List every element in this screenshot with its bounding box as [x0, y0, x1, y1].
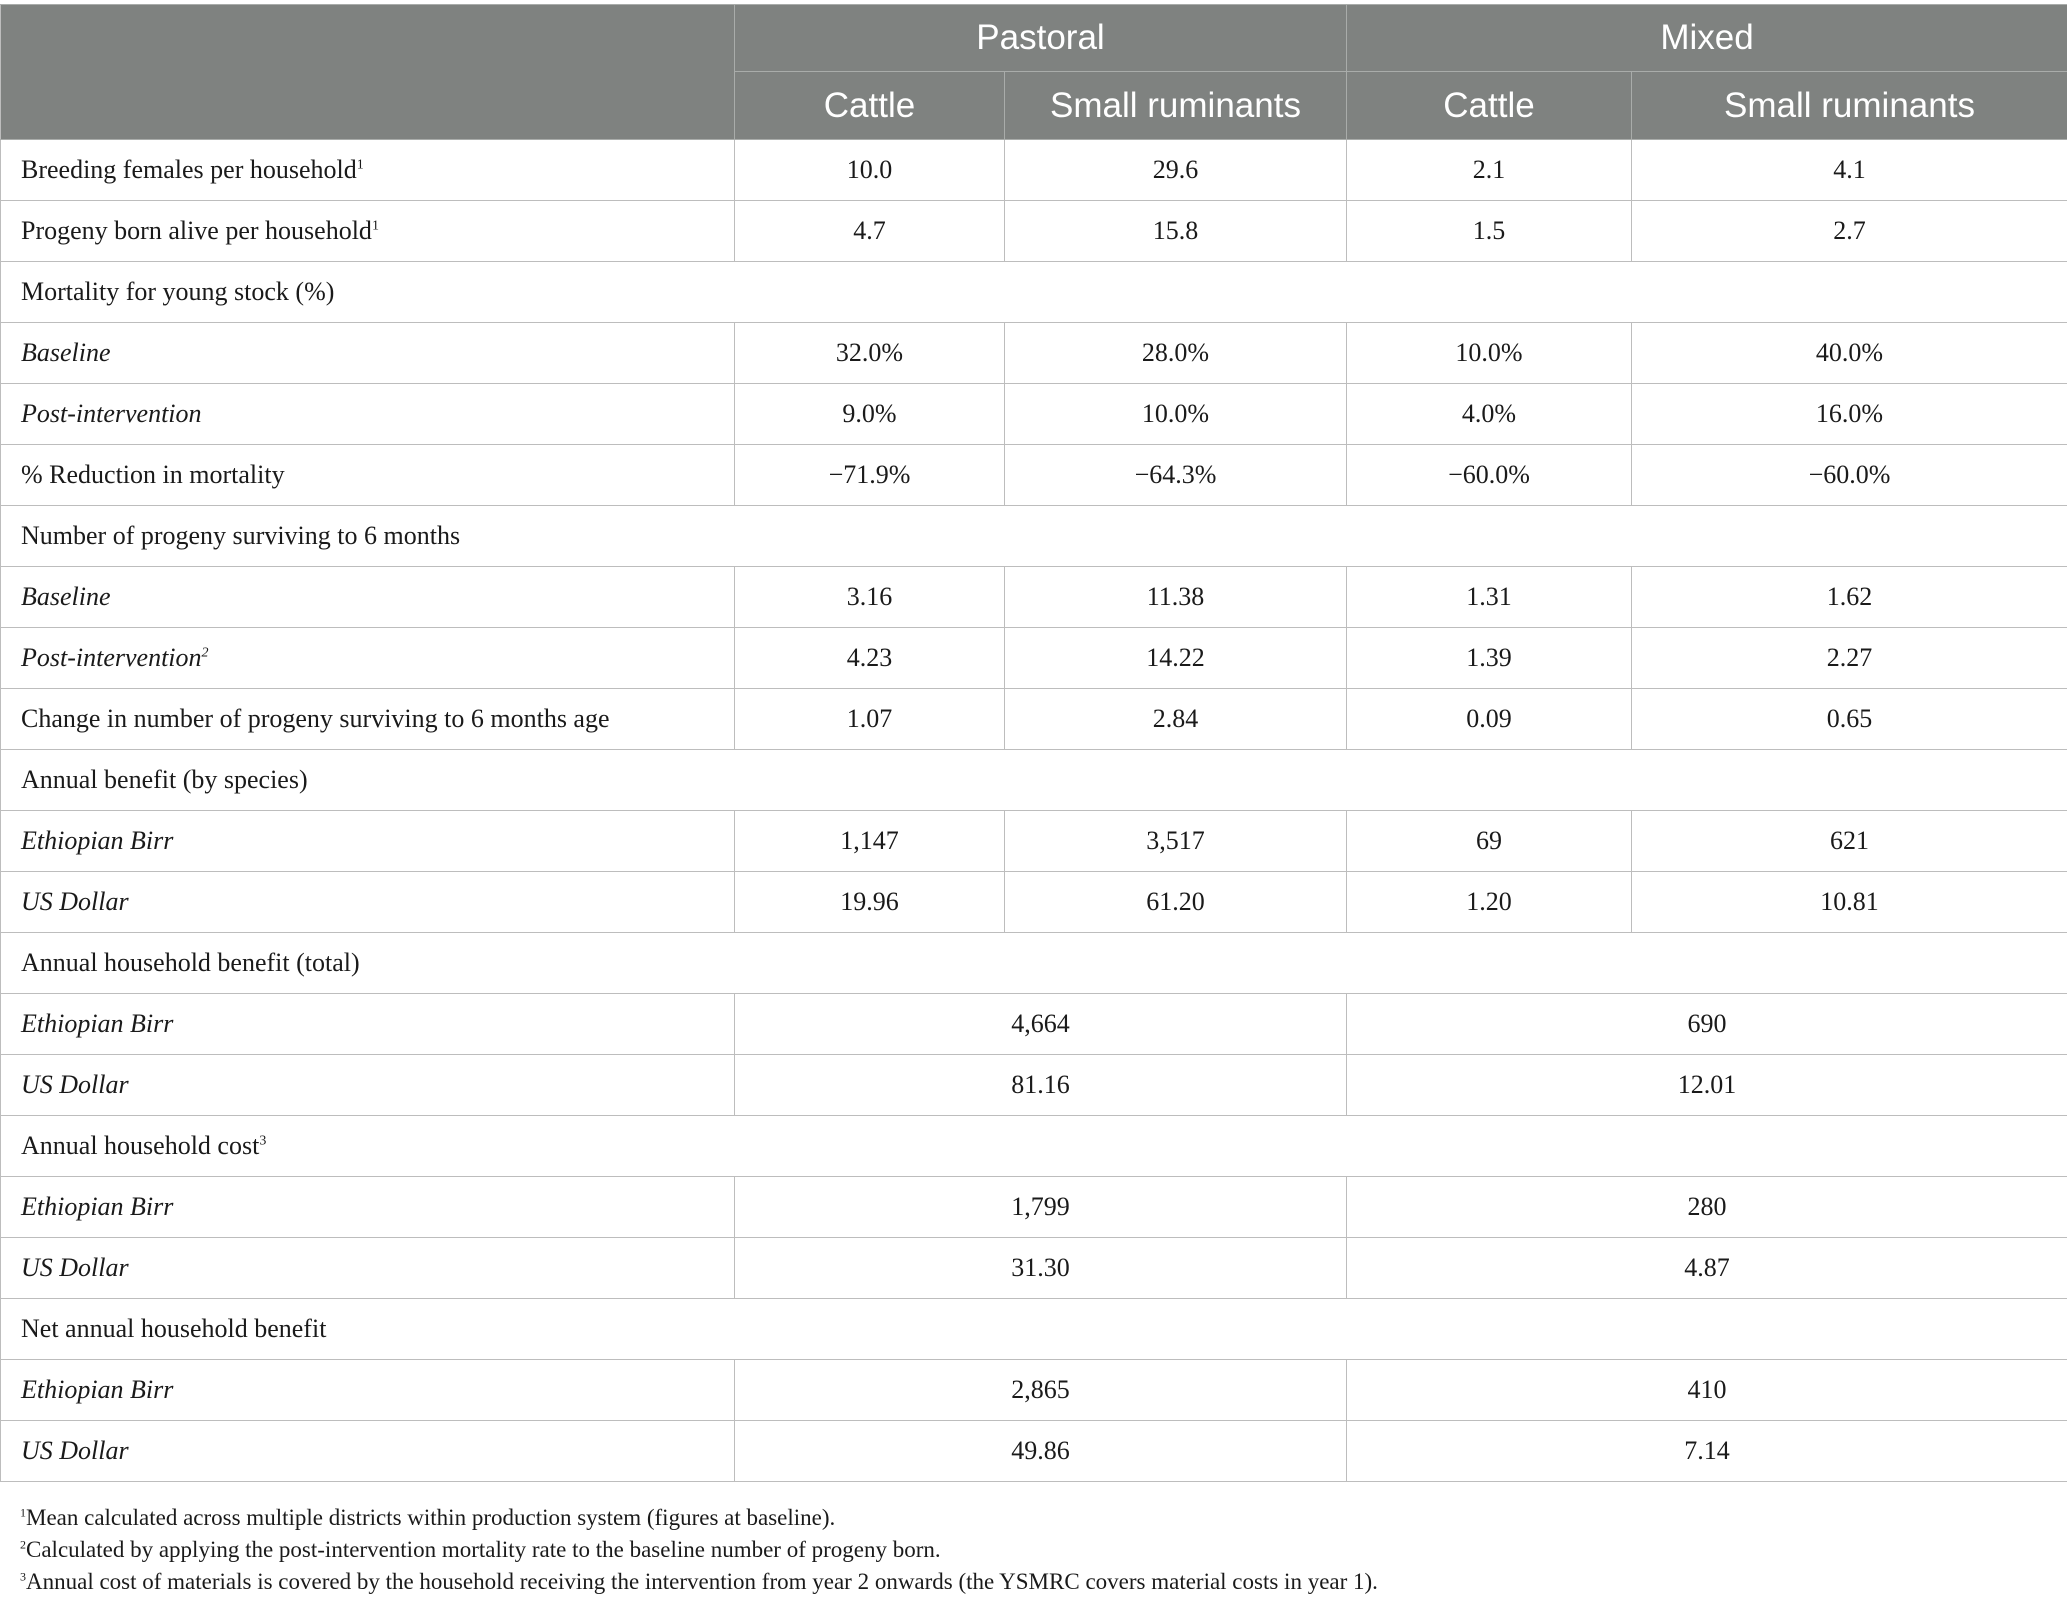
- value-cell: −60.0%: [1347, 445, 1632, 506]
- row-label: Ethiopian Birr: [1, 994, 735, 1055]
- value-cell-pastoral: 31.30: [735, 1238, 1347, 1299]
- value-cell-mixed: 12.01: [1347, 1055, 2067, 1116]
- value-cell: 1,147: [735, 811, 1005, 872]
- table-row: [1, 323, 2067, 384]
- section-label: Net annual household benefit: [1, 1299, 2067, 1360]
- table-row: [1, 201, 2067, 262]
- table-row: [1, 1177, 2067, 1238]
- section-row: [1, 933, 2067, 994]
- section-row: [1, 262, 2067, 323]
- footnote: $^3$Annual cost of materials is covered by the household receiving the intervention from year 2 onwards (the YSMRC covers material costs in year 1).: [20, 1569, 1378, 1594]
- table-row: [1, 384, 2067, 445]
- value-cell: 621: [1632, 811, 2067, 872]
- table-row: [1, 1421, 2067, 1482]
- row-label: Progeny born alive per household$^1$: [1, 201, 735, 262]
- section-label: Annual household cost$^3$: [1, 1116, 2067, 1177]
- table-row: [1, 628, 2067, 689]
- value-cell-mixed: 4.87: [1347, 1238, 2067, 1299]
- section-label: Number of progeny surviving to 6 months: [1, 506, 2067, 567]
- row-label: Ethiopian Birr: [1, 1360, 735, 1421]
- row-label: US Dollar: [1, 1055, 735, 1116]
- value-cell: 3.16: [735, 567, 1005, 628]
- value-cell-mixed: 410: [1347, 1360, 2067, 1421]
- table-row: [1, 567, 2067, 628]
- header-group-pastoral: Pastoral: [735, 5, 1347, 72]
- value-cell: 10.0%: [1005, 384, 1347, 445]
- section-label: Mortality for young stock (%): [1, 262, 2067, 323]
- results-table: [0, 4, 2067, 1482]
- table-row: [1, 1360, 2067, 1421]
- value-cell: 1.31: [1347, 567, 1632, 628]
- value-cell: 40.0%: [1632, 323, 2067, 384]
- section-row: [1, 506, 2067, 567]
- header-group-mixed: Mixed: [1347, 5, 2067, 72]
- value-cell: 1.20: [1347, 872, 1632, 933]
- value-cell: 15.8: [1005, 201, 1347, 262]
- section-label: Annual household benefit (total): [1, 933, 2067, 994]
- value-cell: 10.81: [1632, 872, 2067, 933]
- row-label: Post-intervention: [1, 384, 735, 445]
- table-row: [1, 445, 2067, 506]
- value-cell: 1.5: [1347, 201, 1632, 262]
- row-label: Change in number of progeny surviving to 6 months age: [1, 689, 735, 750]
- row-label: Breeding females per household$^1$: [1, 140, 735, 201]
- row-label: Ethiopian Birr: [1, 811, 735, 872]
- header-mixed-small-ruminants: Small ruminants: [1632, 72, 2067, 140]
- value-cell: 61.20: [1005, 872, 1347, 933]
- header-mixed-cattle: Cattle: [1347, 72, 1632, 140]
- value-cell: 1.07: [735, 689, 1005, 750]
- table-row: [1, 1055, 2067, 1116]
- value-cell: 2.7: [1632, 201, 2067, 262]
- row-label: Baseline: [1, 567, 735, 628]
- value-cell-mixed: 280: [1347, 1177, 2067, 1238]
- row-label: % Reduction in mortality: [1, 445, 735, 506]
- section-row: [1, 1299, 2067, 1360]
- row-label: Ethiopian Birr: [1, 1177, 735, 1238]
- header-pastoral-cattle: Cattle: [735, 72, 1005, 140]
- section-row: [1, 750, 2067, 811]
- header-pastoral-small-ruminants: Small ruminants: [1005, 72, 1347, 140]
- value-cell: 16.0%: [1632, 384, 2067, 445]
- footnote: $^1$Mean calculated across multiple districts within production system (figures at baseline).: [20, 1505, 836, 1530]
- value-cell-pastoral: 81.16: [735, 1055, 1347, 1116]
- value-cell-mixed: 690: [1347, 994, 2067, 1055]
- value-cell: 4.23: [735, 628, 1005, 689]
- value-cell-pastoral: 2,865: [735, 1360, 1347, 1421]
- table-row: [1, 689, 2067, 750]
- value-cell: 9.0%: [735, 384, 1005, 445]
- value-cell: −60.0%: [1632, 445, 2067, 506]
- value-cell: 0.09: [1347, 689, 1632, 750]
- table-row: [1, 872, 2067, 933]
- value-cell: 3,517: [1005, 811, 1347, 872]
- table-header: [1, 5, 2067, 140]
- value-cell: 28.0%: [1005, 323, 1347, 384]
- value-cell: 29.6: [1005, 140, 1347, 201]
- value-cell: 32.0%: [735, 323, 1005, 384]
- value-cell-pastoral: 49.86: [735, 1421, 1347, 1482]
- value-cell: 1.39: [1347, 628, 1632, 689]
- value-cell-mixed: 7.14: [1347, 1421, 2067, 1482]
- value-cell: 2.27: [1632, 628, 2067, 689]
- row-label: Baseline: [1, 323, 735, 384]
- table-row: [1, 1238, 2067, 1299]
- footnote: $^2$Calculated by applying the post-intervention mortality rate to the baseline number of progeny born.: [20, 1537, 941, 1562]
- footnotes: [20, 1502, 1378, 1598]
- value-cell: 4.0%: [1347, 384, 1632, 445]
- value-cell: −64.3%: [1005, 445, 1347, 506]
- header-corner-cell: [1, 5, 735, 140]
- value-cell: 4.7: [735, 201, 1005, 262]
- value-cell: 1.62: [1632, 567, 2067, 628]
- table-row: [1, 140, 2067, 201]
- value-cell: 14.22: [1005, 628, 1347, 689]
- row-label: US Dollar: [1, 872, 735, 933]
- table-row: [1, 994, 2067, 1055]
- table-body: [1, 140, 2067, 1482]
- value-cell: 69: [1347, 811, 1632, 872]
- row-label: Post-intervention$^2$: [1, 628, 735, 689]
- table-row: [1, 811, 2067, 872]
- value-cell: 10.0%: [1347, 323, 1632, 384]
- value-cell: 2.1: [1347, 140, 1632, 201]
- section-row: [1, 1116, 2067, 1177]
- row-label: US Dollar: [1, 1421, 735, 1482]
- value-cell: 2.84: [1005, 689, 1347, 750]
- value-cell: −71.9%: [735, 445, 1005, 506]
- value-cell: 10.0: [735, 140, 1005, 201]
- value-cell: 11.38: [1005, 567, 1347, 628]
- row-label: US Dollar: [1, 1238, 735, 1299]
- value-cell-pastoral: 1,799: [735, 1177, 1347, 1238]
- section-label: Annual benefit (by species): [1, 750, 2067, 811]
- value-cell-pastoral: 4,664: [735, 994, 1347, 1055]
- value-cell: 19.96: [735, 872, 1005, 933]
- value-cell: 0.65: [1632, 689, 2067, 750]
- value-cell: 4.1: [1632, 140, 2067, 201]
